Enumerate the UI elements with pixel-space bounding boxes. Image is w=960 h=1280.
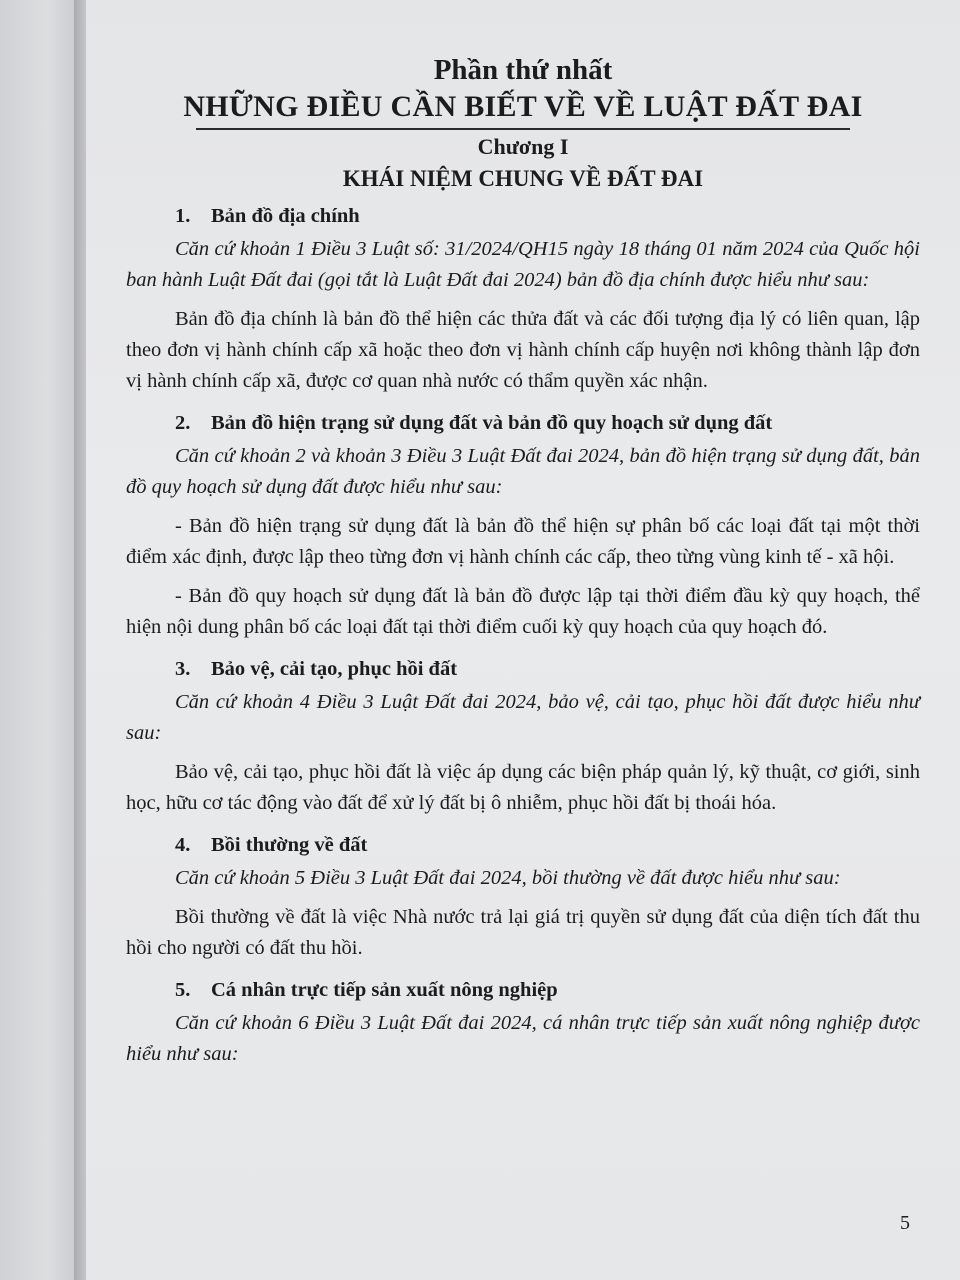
- section-heading-text: Cá nhân trực tiếp sản xuất nông nghiệp: [211, 979, 558, 1001]
- section-heading: [126, 827, 920, 863]
- main-title: NHỮNG ĐIỀU CẦN BIẾT VỀ VỀ LUẬT ĐẤT ĐAI: [183, 90, 863, 123]
- section-intro: Căn cứ khoản 2 và khoản 3 Điều 3 Luật Đất đai 2024, bản đồ hiện trạng sử dụng đất, bản đồ quy hoạch sử dụng đất được hiểu như sau:: [126, 445, 920, 498]
- section-heading: [126, 972, 920, 1008]
- chapter-label: Chương I: [477, 134, 569, 159]
- section-1: [126, 198, 920, 397]
- section-number: 2.: [175, 412, 191, 434]
- section-number: 3.: [175, 658, 191, 680]
- section-3: [126, 651, 920, 819]
- section-heading: [126, 651, 920, 687]
- section-heading-text: Bản đồ địa chính: [211, 205, 360, 227]
- title-underline: [196, 128, 850, 130]
- section-intro: Căn cứ khoản 5 Điều 3 Luật Đất đai 2024, bồi thường về đất được hiểu như sau:: [175, 867, 841, 889]
- section-number: 4.: [175, 834, 191, 856]
- section-paragraph: Bảo vệ, cải tạo, phục hồi đất là việc áp dụng các biện pháp quản lý, kỹ thuật, cơ giới, sinh học, hữu cơ tác động vào đất để xử lý đất bị ô nhiễm, phục hồi đất bị thoái hóa.: [126, 761, 920, 814]
- section-paragraph: - Bản đồ quy hoạch sử dụng đất là bản đồ được lập tại thời điểm đầu kỳ quy hoạch, thể hiện nội dung phân bố các loại đất tại thời điểm cuối kỳ quy hoạch của quy hoạch đó.: [126, 585, 920, 638]
- section-5: [126, 972, 920, 1070]
- section-number: 1.: [175, 205, 191, 227]
- section-heading-text: Bản đồ hiện trạng sử dụng đất và bản đồ quy hoạch sử dụng đất: [211, 412, 773, 434]
- section-heading: [126, 405, 920, 441]
- page-content: [126, 52, 920, 1078]
- section-heading-text: Bồi thường về đất: [211, 834, 368, 856]
- section-2: [126, 405, 920, 643]
- section-intro: Căn cứ khoản 6 Điều 3 Luật Đất đai 2024, cá nhân trực tiếp sản xuất nông nghiệp được hiểu như sau:: [126, 1012, 920, 1065]
- section-paragraph: Bản đồ địa chính là bản đồ thể hiện các thửa đất và các đối tượng địa lý có liên quan, lập theo đơn vị hành chính cấp xã hoặc theo đơn vị hành chính cấp huyện nơi không thành lập đơn vị hành chính cấp xã, được cơ quan nhà nước có thẩm quyền xác nhận.: [126, 308, 920, 392]
- adjacent-page-edge: [0, 0, 78, 1280]
- section-number: 5.: [175, 979, 191, 1001]
- section-4: [126, 827, 920, 964]
- book-page: [86, 0, 960, 1280]
- section-paragraph: Bồi thường về đất là việc Nhà nước trả lại giá trị quyền sử dụng đất của diện tích đất thu hồi cho người có đất thu hồi.: [126, 906, 920, 959]
- page-number: 5: [900, 1212, 910, 1234]
- section-intro: Căn cứ khoản 4 Điều 3 Luật Đất đai 2024, bảo vệ, cải tạo, phục hồi đất được hiểu như sau:: [126, 691, 920, 744]
- part-title: Phần thứ nhất: [433, 54, 613, 86]
- section-heading-text: Bảo vệ, cải tạo, phục hồi đất: [211, 658, 458, 680]
- chapter-title: KHÁI NIỆM CHUNG VỀ ĐẤT ĐAI: [342, 166, 704, 191]
- section-intro: Căn cứ khoản 1 Điều 3 Luật số: 31/2024/QH15 ngày 18 tháng 01 năm 2024 của Quốc hội ban hành Luật Đất đai (gọi tắt là Luật Đất đai 2024) bản đồ địa chính được hiểu như sau:: [126, 238, 920, 291]
- section-heading: [126, 198, 920, 234]
- section-paragraph: - Bản đồ hiện trạng sử dụng đất là bản đồ thể hiện sự phân bố các loại đất tại một thời điểm xác định, được lập theo từng đơn vị hành chính các cấp, theo từng vùng kinh tế - xã hội.: [126, 515, 920, 568]
